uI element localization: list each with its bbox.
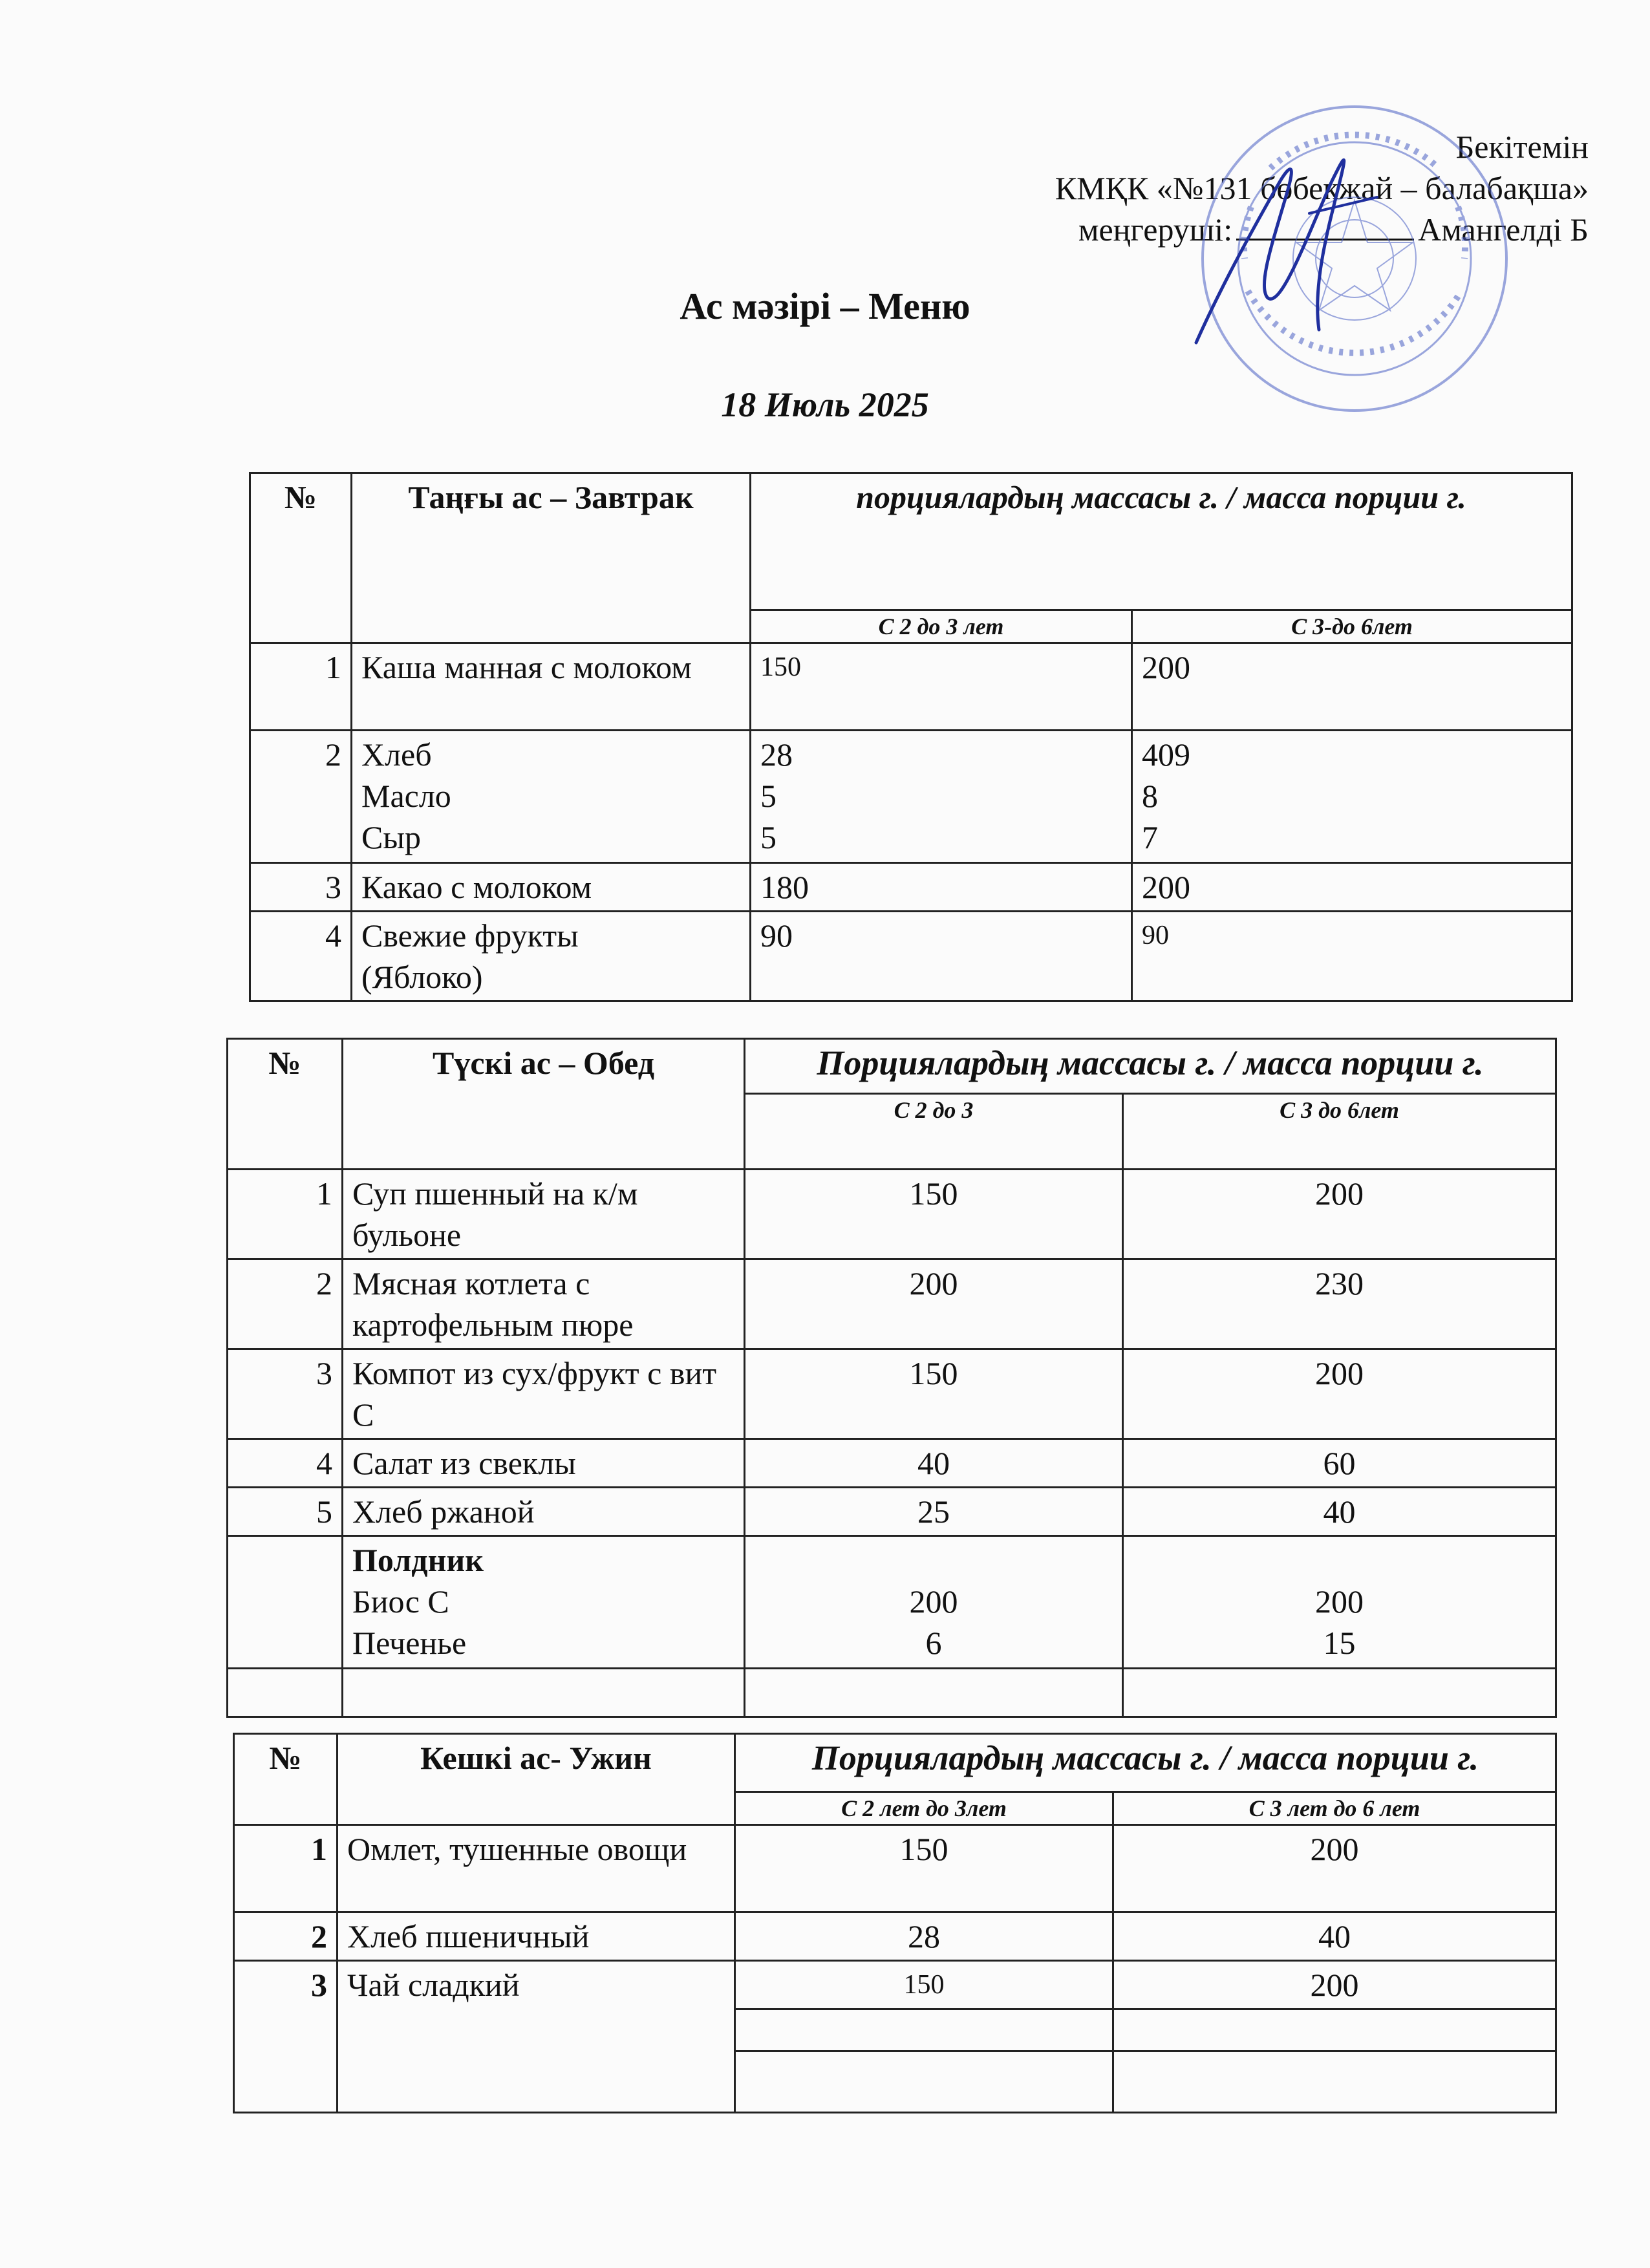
row-number: 1 bbox=[234, 1825, 338, 1912]
portion-3-6: 200 bbox=[1132, 863, 1572, 912]
table-row bbox=[250, 643, 1572, 731]
breakfast-header-mass: порциялардың массасы г. / масса порции г. bbox=[751, 473, 1572, 610]
empty-cell bbox=[735, 2051, 1113, 2113]
dish-name: Омлет, тушенные овощи bbox=[338, 1825, 735, 1912]
breakfast-header-number: № bbox=[250, 473, 352, 643]
row-number: 1 bbox=[250, 643, 352, 731]
portion-value: 6 bbox=[925, 1625, 942, 1661]
portion-3-6 bbox=[1132, 731, 1572, 863]
dinner-col-age-2-3: С 2 лет до 3лет bbox=[735, 1792, 1113, 1825]
portion-value: 15 bbox=[1323, 1625, 1356, 1661]
dish-name: Сыр bbox=[361, 819, 421, 855]
empty-cell bbox=[228, 1669, 343, 1717]
portion-value: 200 bbox=[909, 1583, 958, 1620]
portion-2-3: 180 bbox=[751, 863, 1132, 912]
lunch-header-number: № bbox=[228, 1039, 343, 1170]
table-row bbox=[250, 863, 1572, 912]
director-name: Амангелді Б bbox=[1418, 211, 1589, 248]
row-number: 3 bbox=[250, 863, 352, 912]
dish-name: Салат из свеклы bbox=[343, 1439, 745, 1488]
row-number: 3 bbox=[234, 1961, 338, 2113]
dish-name: Хлеб пшеничный bbox=[338, 1912, 735, 1961]
approval-line-2: КМҚК «№131 бөбекжай – балабақша» bbox=[1055, 170, 1589, 206]
dish-name bbox=[352, 731, 751, 863]
breakfast-table bbox=[249, 472, 1573, 1002]
lunch-col-age-2-3: С 2 до 3 bbox=[745, 1094, 1123, 1170]
lunch-header-name: Түскі ас – Обед bbox=[343, 1039, 745, 1170]
portion-2-3: 25 bbox=[745, 1488, 1123, 1536]
row-number: 2 bbox=[234, 1912, 338, 1961]
dish-name: Мясная котлета с картофельным пюре bbox=[343, 1259, 745, 1349]
portion-3-6: 200 bbox=[1113, 1961, 1556, 2009]
row-number: 1 bbox=[228, 1170, 343, 1259]
dish-name: Свежие фрукты bbox=[361, 917, 579, 954]
empty-cell bbox=[745, 1669, 1123, 1717]
dish-name: Масло bbox=[361, 778, 451, 814]
row-number: 4 bbox=[228, 1439, 343, 1488]
lunch-header-mass: Порциялардың массасы г. / масса порции г. bbox=[745, 1039, 1556, 1094]
dish-name: Компот из сух/фрукт с вит С bbox=[343, 1349, 745, 1439]
portion-value: 8 bbox=[1142, 778, 1158, 814]
portion-value: 28 bbox=[760, 736, 793, 773]
lunch-table bbox=[226, 1038, 1557, 1718]
portion-value: 5 bbox=[760, 819, 777, 855]
portion-3-6: 200 bbox=[1113, 1825, 1556, 1912]
breakfast-col-age-2-3: С 2 до 3 лет bbox=[751, 610, 1132, 643]
portion-value: 5 bbox=[760, 778, 777, 814]
portion-3-6 bbox=[1123, 1536, 1556, 1669]
table-row bbox=[228, 1488, 1556, 1536]
table-row bbox=[250, 731, 1572, 863]
approval-line-1: Бекітемін bbox=[1455, 129, 1589, 165]
portion-3-6: 40 bbox=[1113, 1912, 1556, 1961]
dinner-table bbox=[233, 1733, 1557, 2113]
table-row bbox=[250, 912, 1572, 1001]
dish-name: Печенье bbox=[352, 1625, 467, 1661]
menu-date: 18 Июль 2025 bbox=[721, 385, 929, 424]
portion-2-3 bbox=[751, 731, 1132, 863]
portion-2-3 bbox=[745, 1536, 1123, 1669]
portion-2-3: 90 bbox=[751, 912, 1132, 1001]
table-row bbox=[228, 1439, 1556, 1488]
snack-heading: Полдник bbox=[352, 1542, 484, 1578]
portion-value: 409 bbox=[1142, 736, 1190, 773]
dish-name bbox=[352, 912, 751, 1001]
portion-2-3: 150 bbox=[745, 1170, 1123, 1259]
empty-cell bbox=[1113, 2009, 1556, 2051]
dish-name: Чай сладкий bbox=[338, 1961, 735, 2113]
portion-3-6: 90 bbox=[1132, 912, 1572, 1001]
table-row bbox=[234, 1825, 1556, 1912]
portion-3-6: 200 bbox=[1123, 1349, 1556, 1439]
table-row bbox=[234, 1961, 1556, 2009]
dish-name: Суп пшенный на к/м бульоне bbox=[343, 1170, 745, 1259]
portion-2-3: 150 bbox=[751, 643, 1132, 731]
portion-value: 200 bbox=[1315, 1583, 1364, 1620]
lunch-col-age-3-6: С 3 до 6лет bbox=[1123, 1094, 1556, 1170]
dinner-header-name: Кешкі ас- Ужин bbox=[338, 1734, 735, 1825]
row-number bbox=[228, 1536, 343, 1669]
portion-3-6: 60 bbox=[1123, 1439, 1556, 1488]
empty-cell bbox=[1113, 2051, 1556, 2113]
portion-2-3: 200 bbox=[745, 1259, 1123, 1349]
table-row bbox=[234, 1912, 1556, 1961]
breakfast-header-name: Таңғы ас – Завтрак bbox=[352, 473, 751, 643]
dish-name: Хлеб bbox=[361, 736, 432, 773]
table-row bbox=[228, 1170, 1556, 1259]
row-number: 5 bbox=[228, 1488, 343, 1536]
portion-2-3: 40 bbox=[745, 1439, 1123, 1488]
dish-name: Хлеб ржаной bbox=[343, 1488, 745, 1536]
portion-3-6: 40 bbox=[1123, 1488, 1556, 1536]
empty-cell bbox=[735, 2009, 1113, 2051]
portion-2-3: 150 bbox=[745, 1349, 1123, 1439]
table-row bbox=[228, 1536, 1556, 1669]
dish-name: Каша манная с молоком bbox=[352, 643, 751, 731]
portion-2-3: 28 bbox=[735, 1912, 1113, 1961]
dinner-header-number: № bbox=[234, 1734, 338, 1825]
position-label: меңгеруші: bbox=[1078, 211, 1233, 248]
dish-name: Какао с молоком bbox=[352, 863, 751, 912]
breakfast-col-age-3-6: С 3-до 6лет bbox=[1132, 610, 1572, 643]
portion-value: 7 bbox=[1142, 819, 1158, 855]
portion-3-6: 200 bbox=[1132, 643, 1572, 731]
row-number: 4 bbox=[250, 912, 352, 1001]
portion-2-3: 150 bbox=[735, 1825, 1113, 1912]
dinner-col-age-3-6: С 3 лет до 6 лет bbox=[1113, 1792, 1556, 1825]
table-row bbox=[228, 1259, 1556, 1349]
empty-cell bbox=[1123, 1669, 1556, 1717]
dish-name: Биос С bbox=[352, 1583, 449, 1620]
portion-3-6: 200 bbox=[1123, 1170, 1556, 1259]
portion-2-3: 150 bbox=[735, 1961, 1113, 2009]
dinner-header-mass: Порциялардың массасы г. / масса порции г. bbox=[735, 1734, 1556, 1792]
dish-name: (Яблоко) bbox=[361, 959, 483, 995]
empty-cell bbox=[343, 1669, 745, 1717]
table-row bbox=[228, 1349, 1556, 1439]
table-row bbox=[228, 1669, 1556, 1717]
page-title: Ас мәзірі – Меню bbox=[680, 285, 970, 327]
row-number: 3 bbox=[228, 1349, 343, 1439]
row-number: 2 bbox=[250, 731, 352, 863]
portion-3-6: 230 bbox=[1123, 1259, 1556, 1349]
snack-cell bbox=[343, 1536, 745, 1669]
row-number: 2 bbox=[228, 1259, 343, 1349]
